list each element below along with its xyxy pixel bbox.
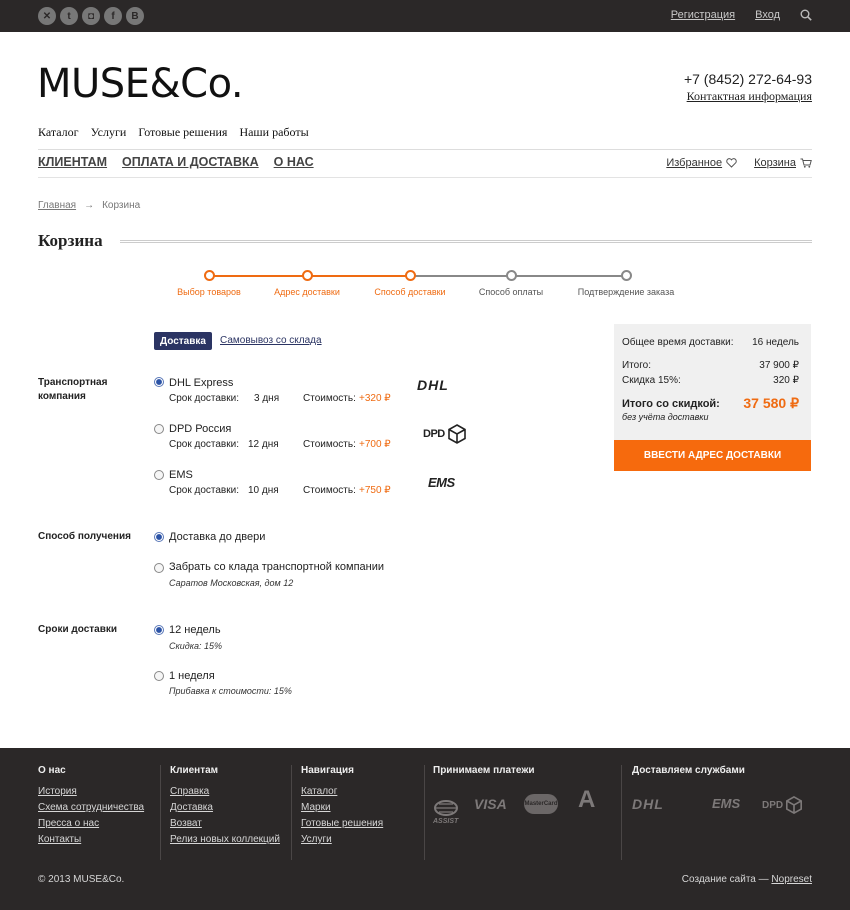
top-bar — [0, 0, 850, 32]
subnav-payment-delivery[interactable]: ОПЛАТА И ДОСТАВКА — [122, 155, 259, 169]
footer-divider — [160, 765, 161, 860]
footer-dpd-logo-text: DPD — [762, 799, 784, 811]
surcharge-note: Прибавка к стоимости: 15% — [169, 686, 292, 696]
dhl-cost-value: +320 ₽ — [359, 393, 391, 404]
pickup-address: Саратов Московская, дом 12 — [169, 578, 294, 588]
sub-nav — [38, 155, 314, 169]
visa-logo: VISA — [474, 796, 507, 812]
breadcrumb-home[interactable]: Главная — [38, 200, 77, 211]
option-12-weeks[interactable]: 12 недель — [169, 624, 221, 636]
ems-cost-value: +750 ₽ — [359, 485, 391, 496]
dpd-cube-icon — [447, 424, 467, 444]
site-logo[interactable]: MUSE&Co. — [37, 61, 244, 107]
dpd-cost-value: +700 ₽ — [359, 439, 391, 450]
dpd-term-value: 12 дня — [248, 439, 279, 450]
total-label: Итого: — [622, 360, 651, 371]
footer-dhl-logo: DHL — [632, 796, 664, 812]
ems-cost-label: Стоимость: — [303, 485, 356, 496]
footer-nav-title: Навигация — [301, 765, 354, 776]
checkout-stepper — [0, 270, 850, 300]
register-link[interactable]: Регистрация — [670, 9, 736, 21]
discount-value: 320 ₽ — [773, 375, 799, 386]
footer-dpd-cube-icon — [785, 796, 803, 814]
copyright: © 2013 MUSE&Co. — [38, 874, 125, 885]
social-links — [38, 7, 144, 25]
step-dot — [204, 270, 215, 281]
footer-link[interactable]: Справка — [170, 786, 210, 797]
main-nav — [38, 125, 309, 140]
title-underline — [120, 240, 812, 243]
heart-icon — [726, 158, 737, 168]
option-ems-name[interactable]: EMS — [169, 469, 193, 481]
footer-link[interactable]: Возват — [170, 818, 202, 829]
radio-door-delivery[interactable] — [154, 532, 164, 542]
final-total-value: 37 580 ₽ — [743, 395, 799, 411]
summary-note: без учёта доставки — [622, 412, 709, 422]
radio-pickup-warehouse[interactable] — [154, 563, 164, 573]
footer-link[interactable]: Контакты — [38, 834, 82, 845]
assist-logo-text: ASSIST — [433, 818, 459, 825]
step-label-payment: Способ оплаты — [478, 287, 544, 297]
cart-link[interactable] — [754, 157, 812, 169]
twitter-icon[interactable]: t — [60, 7, 78, 25]
enter-address-button[interactable]: ВВЕСТИ АДРЕС ДОСТАВКИ — [614, 440, 811, 471]
nav-ready-solutions[interactable]: Готовые решения — [138, 125, 228, 139]
favorites-label: Избранное — [666, 157, 723, 169]
tab-pickup[interactable]: Самовывоз со склада — [220, 335, 322, 346]
contact-info-link[interactable]: Контактная информация — [686, 89, 812, 103]
phone-number: +7 (8452) 272-64-93 — [683, 71, 812, 87]
step-dot — [506, 270, 517, 281]
radio-dpd[interactable] — [154, 424, 164, 434]
tab-delivery[interactable]: Доставка — [154, 332, 212, 350]
breadcrumb — [38, 200, 140, 211]
order-summary — [614, 324, 811, 440]
step-dot — [405, 270, 416, 281]
option-pickup-warehouse[interactable]: Забрать со клада транспортной компании — [169, 561, 385, 573]
pinterest-icon[interactable]: ✕ — [38, 7, 56, 25]
breadcrumb-current: Корзина — [102, 200, 141, 211]
step-dot — [621, 270, 632, 281]
footer-clients-title: Клиентам — [170, 765, 219, 776]
dhl-cost-label: Стоимость: — [303, 393, 356, 404]
dpd-logo — [423, 424, 467, 444]
step-line-pending — [410, 275, 626, 277]
step-dot — [302, 270, 313, 281]
footer-ems-logo: EMS — [712, 796, 741, 811]
option-dpd-name[interactable]: DPD Россия — [169, 423, 232, 435]
footer-link[interactable]: История — [38, 786, 77, 797]
receive-method-label: Способ получения — [38, 531, 131, 542]
footer-divider — [621, 765, 622, 860]
nav-our-works[interactable]: Наши работы — [239, 125, 309, 139]
ems-term-label: Срок доставки: — [169, 485, 239, 496]
ems-logo: EMS — [428, 475, 455, 490]
credit-text: Создание сайта — — [681, 874, 769, 885]
assist-logo — [433, 800, 459, 825]
footer — [0, 748, 850, 910]
login-link[interactable]: Вход — [755, 9, 780, 21]
ems-term-value: 10 дня — [248, 485, 279, 496]
breadcrumb-arrow-icon: → — [84, 200, 95, 211]
dpd-logo-text: DPD — [423, 427, 445, 440]
option-door-delivery[interactable]: Доставка до двери — [169, 531, 266, 543]
footer-delivery-title: Доставляем службами — [632, 765, 745, 776]
transport-company-label: Транспортная компания — [38, 377, 108, 402]
subnav-clients[interactable]: КЛИЕНТАМ — [38, 155, 108, 169]
option-1-week[interactable]: 1 неделя — [169, 670, 215, 682]
radio-12-weeks[interactable] — [154, 625, 164, 635]
radio-dhl[interactable] — [154, 377, 164, 387]
divider — [38, 177, 812, 178]
discount-note: Скидка: 15% — [169, 641, 222, 651]
dhl-term-value: 3 дня — [254, 393, 280, 404]
final-total-label: Итого со скидкой: — [622, 397, 720, 410]
total-value: 37 900 ₽ — [759, 360, 799, 371]
footer-divider — [291, 765, 292, 860]
vk-icon[interactable]: B — [126, 7, 144, 25]
footer-link[interactable]: Марки — [301, 802, 331, 813]
cart-icon — [800, 158, 812, 168]
option-dhl-name[interactable]: DHL Express — [169, 377, 234, 389]
delivery-terms-label: Сроки доставки — [38, 624, 118, 635]
step-label-address[interactable]: Адрес доставки — [274, 287, 340, 297]
dhl-term-label: Срок доставки: — [169, 393, 239, 404]
footer-dpd-logo — [762, 796, 803, 814]
dpd-cost-label: Стоимость: — [303, 439, 356, 450]
footer-link[interactable]: Пресса о нас — [38, 818, 100, 829]
subnav-about[interactable]: О НАС — [273, 155, 314, 169]
delivery-time-label: Общее время доставки: — [622, 337, 734, 348]
footer-payments-title: Принимаем платежи — [433, 765, 535, 776]
alfabank-logo: A — [578, 786, 596, 813]
footer-link[interactable]: Каталог — [301, 786, 338, 797]
delivery-time-value: 16 недель — [752, 337, 799, 348]
step-label-confirmation: Подтверждение заказа — [577, 287, 675, 297]
search-icon[interactable] — [800, 9, 812, 21]
footer-link[interactable]: Релиз новых коллекций — [170, 834, 280, 845]
divider — [38, 149, 812, 150]
assist-globe-icon — [433, 800, 459, 816]
mastercard-logo: MasterCard — [524, 794, 558, 814]
step-label-delivery-method[interactable]: Способ доставки — [374, 287, 446, 297]
credit-link[interactable]: Nopreset — [771, 874, 812, 885]
footer-link[interactable]: Доставка — [170, 802, 213, 813]
footer-about-title: О нас — [38, 765, 66, 776]
radio-1-week[interactable] — [154, 671, 164, 681]
cart-label: Корзина — [754, 157, 796, 169]
footer-divider — [424, 765, 425, 860]
footer-link[interactable]: Готовые решения — [301, 818, 384, 829]
radio-ems[interactable] — [154, 470, 164, 480]
page-title: Корзина — [38, 231, 111, 251]
footer-link[interactable]: Схема сотрудничества — [38, 802, 145, 813]
nav-services[interactable]: Услуги — [90, 125, 127, 139]
nav-catalog[interactable]: Каталог — [38, 125, 79, 139]
footer-link[interactable]: Услуги — [301, 834, 332, 845]
discount-label: Скидка 15%: — [622, 375, 681, 386]
dpd-term-label: Срок доставки: — [169, 439, 239, 450]
site-credit — [682, 874, 812, 885]
dhl-logo: DHL — [417, 377, 449, 393]
facebook-icon[interactable]: f — [104, 7, 122, 25]
step-label-products[interactable]: Выбор товаров — [177, 287, 241, 297]
favorites-link[interactable] — [666, 157, 737, 169]
instagram-icon[interactable]: ◘ — [82, 7, 100, 25]
